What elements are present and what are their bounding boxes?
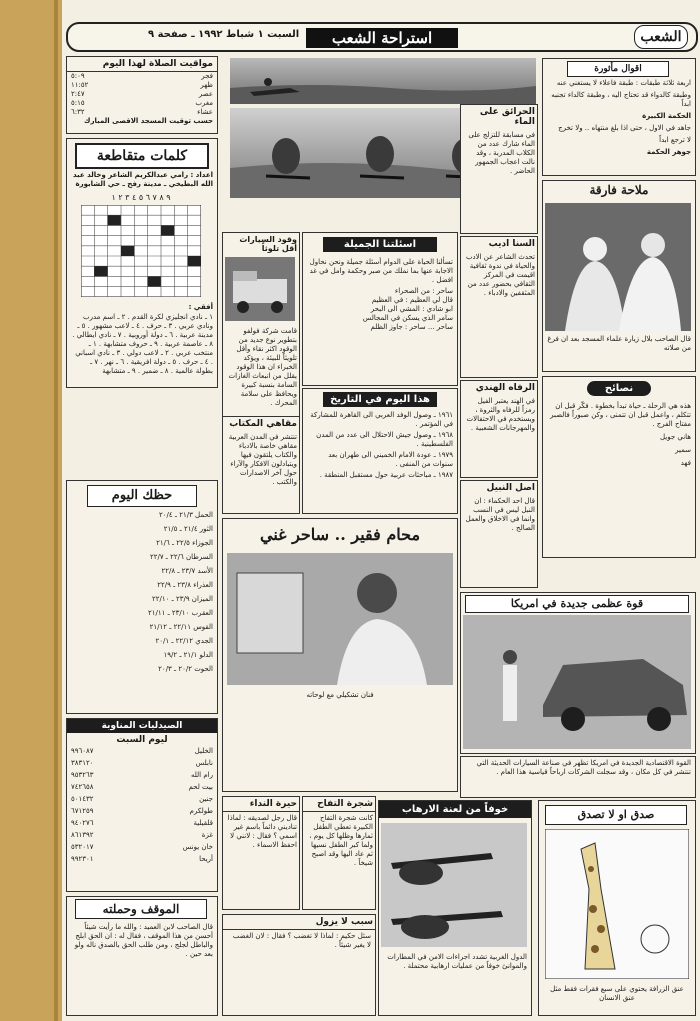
tourism-article bbox=[460, 480, 538, 588]
pharmacy-row: رام الله ٩٥٣٢٦٣ bbox=[71, 771, 213, 779]
giraffe-title: صدق او لا تصدق bbox=[545, 805, 687, 825]
women-title: السنا اديب bbox=[488, 239, 535, 249]
page-header bbox=[66, 22, 698, 52]
advice-box bbox=[542, 376, 696, 558]
meeting-caption: قال الصاحب بلال زيارة علماء المسجد بعد ان فرغ من صلاته bbox=[547, 335, 691, 352]
crossword-box bbox=[66, 138, 218, 388]
pharmacies-subtitle: ليوم السبت bbox=[116, 735, 168, 745]
advice-text: هذه هي الرحلة ـ حياة تبدأ بخطوة . فكّر قبل ان تتكلم ، واعمل قبل ان تتمنى ، وكن صبوراً فالصبر مفتاح الفرج . bbox=[550, 402, 691, 428]
coffee-title: مقاهي المكتاب bbox=[229, 419, 297, 429]
terror-text: الدول الغربية تشدد اجراءات الامن في المطارات والموانئ خوفاً من عمليات ارهابية محتملة . bbox=[387, 953, 527, 970]
horoscope-line: الميزان ٢٣/٩ ـ ٢٢/١٠ bbox=[152, 595, 213, 603]
car-text-box bbox=[460, 756, 696, 798]
newspaper-page bbox=[62, 0, 700, 1021]
advice-signature: سمير bbox=[675, 446, 691, 454]
questions-line: ابو شادي : المشي الى البحر bbox=[370, 305, 453, 313]
car-article bbox=[460, 592, 696, 754]
giraffe-illustration bbox=[545, 829, 689, 979]
crossword-numbers: ٩ ٨ ٧ ٦ ٥ ٤ ٣ ٢ ١ bbox=[111, 193, 171, 202]
portrait-article bbox=[222, 518, 458, 792]
fuel-text: قامت شركة فولفو بتطوير نوع جديد من الوقود اكثر نقاء وأقل تلويثاً للبيئة ، ويؤكد الخبراء ان هذا الوقود يقلل من انبعاث الغازات السامة بنسبة كبيرة ويحافظ على سلامة المحرك . bbox=[228, 327, 297, 407]
tip-box bbox=[222, 796, 300, 910]
jetski-photo bbox=[230, 58, 536, 104]
giraffe-box bbox=[538, 800, 696, 1016]
bottom-left-text: قال الصاحب لابن العميد : والله ما رأيت شيئاً أحسن من هذا الموقف ، فقال له : ان الحق ابلج والباطل لجلج ، ومن طلب الحق بالصدق ناله ولو بعد حين . bbox=[74, 923, 213, 958]
elephant-text: في الهند يعتبر الفيل رمزاً للرفاه والثروة ، ويستخدم في الاحتفالات والمهرجانات الشعبية . bbox=[466, 397, 535, 432]
questions-line: قال لي العظيم : في العظيم bbox=[371, 296, 453, 304]
history-item: ١٩٨٧ ـ مباحثات عربية حول مستقبل المنطقة . bbox=[319, 471, 453, 479]
prayer-row: عصر ٢:٤٧ bbox=[71, 90, 213, 98]
questions-line: ساحر : من الصحراء bbox=[394, 287, 453, 295]
crossword-credit: اعداد : رامي عبدالكريم الشاعر وخالد عبد الله البطيخي ـ مدينة رفح ـ حي الشابورة bbox=[72, 171, 213, 188]
horoscope-list bbox=[71, 511, 213, 679]
saying-line: جاهد في الاول ، حتى اذا بلغ منتهاه .. ولا تخرج bbox=[558, 124, 691, 132]
car-title: قوة عظمى جديدة في امريكا bbox=[465, 595, 689, 613]
newspaper-logo: الشعب bbox=[634, 25, 688, 49]
advice-title: نصائح bbox=[587, 381, 651, 396]
elders-illustration bbox=[545, 203, 691, 331]
history-box bbox=[302, 388, 458, 514]
pharmacies-title: الصيدليات المناوبة bbox=[67, 719, 217, 733]
horoscope-line: الدلو ٢١/١ ـ ١٩/٢ bbox=[163, 651, 213, 659]
portrait-caption: فنان تشكيلي مع لوحاته bbox=[306, 691, 374, 699]
pharmacy-row: طولكرم ٦٧١٢٥٩ bbox=[71, 807, 213, 815]
questions-line: ساحر ... ساحر : جاوز الظلم bbox=[370, 323, 453, 331]
bottom-left-title: الموقف وحملته bbox=[75, 899, 207, 919]
elephant-title: الرفاه الهندي bbox=[475, 383, 535, 393]
tip-title: حيرة النداء bbox=[223, 797, 299, 812]
prayer-title: مواقيت الصلاة لهذا اليوم bbox=[67, 57, 217, 72]
horoscope-line: القوس ٢٢/١١ ـ ٢١/١٢ bbox=[149, 623, 213, 631]
prayer-row: عشاء ٦:٣٢ bbox=[71, 108, 213, 116]
history-item: ١٩٦١ ـ وصول الوفد العربي الى القاهرة للمشاركة في المؤتمر . bbox=[310, 411, 453, 428]
apple-tree-text: كانت شجرة التفاح الكبيرة تعطي الطفل ثمارها وظلها كل يوم ، ولما كبر الطفل نسيها ثم عاد اليها وقد اصبح شيخاً . bbox=[309, 814, 373, 867]
pharmacy-row: أريحا ٩٩٢٣٠١ bbox=[71, 855, 213, 863]
history-item: ١٩٦٨ ـ وصول جيش الاحتلال الى عدد من المدن الفلسطينية . bbox=[316, 431, 453, 448]
saying-line: اربعة ثلاثة طبقات : طبقة فاعلاء لا يستغني عنه bbox=[556, 79, 691, 87]
questions-article bbox=[302, 232, 458, 386]
pharmacy-row: جنين ٥٠١٤٣٢ bbox=[71, 795, 213, 803]
horoscope-line: العقرب ٢٣/١٠ ـ ٢١/١١ bbox=[147, 609, 213, 617]
portrait-title: محام فقير .. ساحر غني bbox=[259, 525, 421, 544]
horoscope-line: العذراء ٢٣/٨ ـ ٢٢/٩ bbox=[157, 581, 213, 589]
horoscope-line: الحوت ٢٠/٢ ـ ٢٠/٣ bbox=[158, 665, 213, 673]
page-binding-edge bbox=[0, 0, 64, 1021]
crossword-grid bbox=[81, 205, 201, 297]
tourism-text: قال احد الحكماء : ان النبل ليس في النسب وانما في الاخلاق والعمل الصالح . bbox=[465, 497, 535, 532]
horoscope-title: حظك اليوم bbox=[87, 485, 197, 507]
burn-title: الحرائق على الماء bbox=[479, 107, 535, 127]
jetski-illustration bbox=[230, 58, 536, 104]
elephant-article bbox=[460, 380, 538, 478]
questions-text: تسألنا الحياة على الدوام أسئلة جميلة ونحن نحاول الاجابة عنها بما نملك من صبر وحكمة وامل في غد افضل . bbox=[309, 258, 453, 284]
smile-title: سبب لا يزول bbox=[223, 915, 375, 930]
pharmacy-row: خان يونس ٥٣٢٠١٧ bbox=[71, 843, 213, 851]
horoscope-line: الثور ٢١/٤ ـ ٢١/٥ bbox=[163, 525, 213, 533]
advice-signature: فهد bbox=[680, 459, 691, 467]
section-title: استراحة الشعب bbox=[306, 28, 458, 48]
sniper-illustration bbox=[381, 823, 527, 947]
car-photo bbox=[463, 615, 691, 749]
sayings-title: اقوال مأثورة bbox=[567, 61, 669, 77]
crossword-clues: ١ ـ نادي انجليزي لكرة القدم . ٢ ـ اسم مدرب ونادي عربي . ٣ ـ حرف . ٤ ـ لاعب مشهور . ٥ ـ مدينة عربية . ٦ ـ دولة أوروبية . ٧ ـ نادي ايطالي . ٨ ـ عاصمة عربية . ٩ ـ حروف متشابهة . ١ ـ منتخب عربي . ٢ ـ لاعب دولي . ٣ ـ نادي اسباني . ٤ ـ حرف . ٥ ـ دولة افريقية . ٦ ـ نهر . ٧ ـ بطولة عالمية . ٨ ـ ضمير . ٩ ـ متشابهة bbox=[72, 313, 213, 375]
meeting-article bbox=[542, 180, 696, 372]
car-illustration bbox=[463, 615, 691, 749]
horoscope-line: الأسد ٢٣/٧ ـ ٢٢/٨ bbox=[161, 567, 213, 575]
smile-box bbox=[222, 914, 376, 1016]
horoscope-line: السرطان ٢٢/٦ ـ ٢٢/٧ bbox=[149, 553, 213, 561]
prayer-note: حسب توقيت المسجد الاقصى المبارك bbox=[84, 117, 213, 125]
artist-photo bbox=[227, 553, 453, 685]
truck-photo bbox=[225, 257, 295, 321]
prayer-row: ظهر ١١:٥٢ bbox=[71, 81, 213, 89]
saying-line: وطبقة كالدواء قد تحتاج اليه ، وطبقة كالداء تجنبه ابداً bbox=[551, 91, 691, 108]
pharmacy-row: الخليل ٩٩٦٠٨٧ bbox=[71, 747, 213, 755]
apple-tree-box bbox=[302, 796, 376, 910]
burn-article bbox=[460, 104, 538, 234]
header-date: السبت ١ شباط ١٩٩٢ ـ صفحة ٩ bbox=[148, 29, 300, 40]
elders-photo bbox=[545, 203, 691, 331]
questions-title: اسئلتنا الجميلة bbox=[323, 237, 437, 252]
across-label: أفقي : bbox=[188, 303, 213, 311]
tourism-title: اصل النبيل bbox=[486, 483, 535, 493]
pharmacy-row: غزة ٨٦١٣٩٢ bbox=[71, 831, 213, 839]
history-item: ١٩٧٩ ـ عودة الامام الخميني الى طهران بعد سنوات من المنفى . bbox=[328, 451, 453, 468]
terror-article bbox=[378, 800, 532, 1016]
artist-illustration bbox=[227, 553, 453, 685]
smile-text: سئل حكيم : لماذا لا تغضب ؟ فقال : لان الغضب لا يغير شيئاً . bbox=[232, 932, 371, 949]
horoscope-box bbox=[66, 480, 218, 714]
history-title: هذا اليوم في التاريخ bbox=[323, 392, 437, 407]
horoscope-line: الحمل ٢١/٣ ـ ٢٠/٤ bbox=[159, 511, 213, 519]
burn-text: في مسابقة للتزلج على الماء شارك عدد من الكلاب المدربة ، وقد نالت اعجاب الجمهور الحاضر . bbox=[468, 131, 535, 175]
sniper-photo bbox=[381, 823, 527, 947]
advice-signature: هاني جويل bbox=[659, 433, 691, 441]
prayer-row: مغرب ٥:١٥ bbox=[71, 99, 213, 107]
saying-line: لا ترجع ابداً bbox=[659, 136, 691, 144]
women-text: تحدث الشاعر عن الادب والحياة في ندوة ثقافية اقيمت في المركز الثقافي بحضور عدد من المثقفين والادباء . bbox=[465, 253, 535, 297]
car-text: القوة الاقتصادية الجديدة في امريكا تظهر في صناعة السيارات الحديثة التي تنتشر في كل مكان ، وقد سجلت الشركات ارباحاً قياسية هذا العام . bbox=[476, 759, 691, 776]
pharmacies-box bbox=[66, 718, 218, 892]
sayings-box bbox=[542, 58, 696, 176]
apple-tree-title: شجرة التفاح bbox=[303, 797, 375, 812]
coffee-article bbox=[222, 416, 300, 514]
bottom-left-story bbox=[66, 896, 218, 1016]
terror-title: خوفاً من لعنة الارهاب bbox=[379, 801, 531, 818]
truck-illustration bbox=[225, 257, 295, 321]
horoscope-line: الجدي ٢٢/١٢ ـ ٢٠/١ bbox=[155, 637, 213, 645]
pharmacy-row: قلقيلية ٩٤٠٢٧٦ bbox=[71, 819, 213, 827]
questions-line: سامر الذي يسكن في المجالس bbox=[362, 314, 453, 322]
sayings-list bbox=[547, 79, 691, 160]
saying-line: الحكمة الكبيرة bbox=[642, 112, 691, 120]
prayer-row: فجر ٥:٠٩ bbox=[71, 72, 213, 80]
coffee-text: تنتشر في المدن العربية مقاهي خاصة بالادباء والكتاب يلتقون فيها ويتبادلون الافكار والآراء حول آخر الاصدارات والكتب . bbox=[228, 433, 297, 486]
meeting-title: ملاحة فارقة bbox=[589, 183, 649, 197]
crossword-title: كلمات متقاطعة bbox=[75, 143, 209, 169]
tip-text: قال رجل لصديقه : لماذا تناديني دائماً باسم غير اسمي ؟ فقال : لانني لا احفظ الاسماء . bbox=[227, 814, 297, 849]
giraffe-text: عنق الزرافة يحتوي على سبع فقرات فقط مثل عنق الانسان bbox=[550, 985, 684, 1002]
horoscope-line: الجوزاء ٢٢/٥ ـ ٢١/٦ bbox=[156, 539, 213, 547]
fuel-title: وقود السيارات أقل تلوثاً bbox=[239, 235, 297, 253]
pharmacy-row: بيت لحم ٧٤٢٦٥٨ bbox=[71, 783, 213, 791]
women-article bbox=[460, 236, 538, 378]
pharmacy-row: نابلس ٣٨٣١٢٠ bbox=[71, 759, 213, 767]
saying-line: جوهر الحكمة bbox=[646, 148, 691, 156]
prayer-times-box bbox=[66, 56, 218, 134]
